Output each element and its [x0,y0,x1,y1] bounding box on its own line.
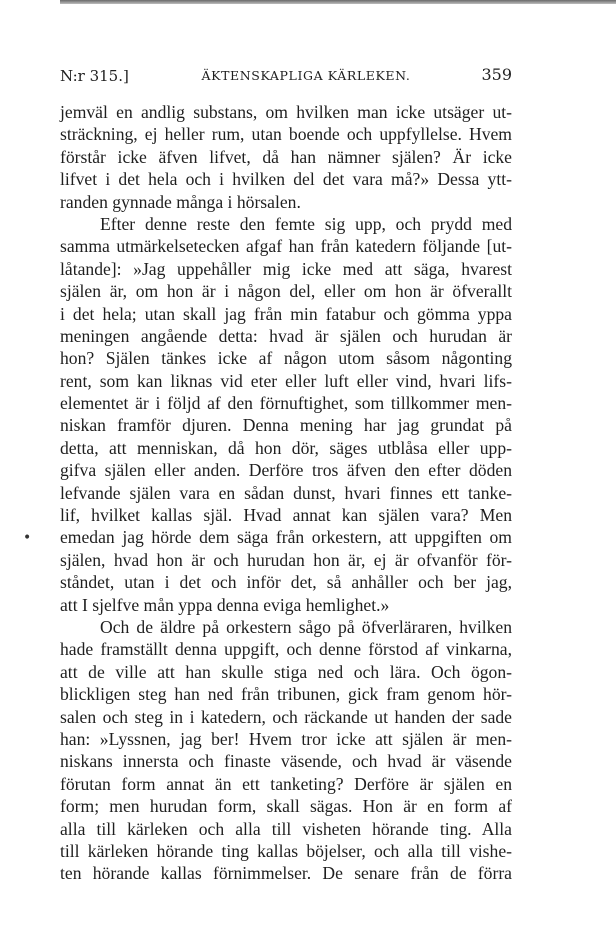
text-line: ten hörande kallas förnimmelser. De senare från de förra [60,863,512,884]
text-line: lifvet i det hela och i hvilken del det vara må?» Dessa ytt- [60,169,512,190]
text-line: niskan framför djuren. Denna mening har jag grundat på [60,415,512,436]
text-line: niskans innersta och finaste väsende, och hvad är väsende [60,751,512,772]
text-line: förstår icke äfven lifvet, då han nämner själen? Är icke [60,146,512,167]
running-header [60,67,512,91]
text-line: elementet är i följd af den förnuftighet, som tillkommer men- [60,393,512,414]
text-line: sträckning, ej heller rum, utan boende och uppfyllelse. Hvem [60,124,512,145]
body-text [60,101,512,885]
text-line: i det hela; utan skall jag från min fatabur och gömma yppa [60,303,512,324]
text-line: Och de äldre på orkestern sågo på öfverläraren, hvilken [100,616,512,637]
text-line: samma utmärkelsetecken afgaf han från katedern följande [ut- [60,236,512,257]
text-line: att de ville att han skulle stiga ned och lära. Och ögon- [60,661,512,682]
text-line: salen och steg in i katedern, och räckande ut handen der sade [60,706,512,727]
text-line: rent, som kan liknas vid eter eller luft eller vind, hvari lifs- [60,370,512,391]
text-line: randen gynnade många i hörsalen. [60,191,301,212]
text-line: emedan jag hörde dem säga från orkestern, att uppgiften om [60,527,512,548]
text-line: lefvande själen vara en sådan dunst, hvari finnes ett tanke- [60,482,512,503]
text-line: till kärleken hörande ting kallas böjelser, och alla till vishe- [60,840,512,861]
text-line: förutan form annat än ett tanketing? Derföre är själen en [60,773,512,794]
text-line: ståndet, utan i det och inför det, så anhåller och ber jag, [60,572,512,593]
text-line: form; men hurudan form, skall sägas. Hon är en form af [60,796,512,817]
text-line: att I sjelfve mån yppa denna eviga hemlighet.» [60,594,390,615]
text-line: gifva själen eller anden. Derföre tros äfven den efter döden [60,460,512,481]
text-line: själen, hvad hon är och hurudan hon är, ej är ofvanför för- [60,549,512,570]
page-top-border [60,0,616,4]
page-number: 359 [481,65,512,84]
text-line: blickligen steg han ned från tribunen, gick fram genom hör- [60,684,512,705]
text-line: detta, att menniskan, då hon dör, säges utblåsa eller upp- [60,437,512,458]
text-line: jemväl en andlig substans, om hvilken man icke utsäger ut- [60,102,512,122]
running-title: ÄKTENSKAPLIGA KÄRLEKEN. [201,68,411,83]
margin-mark: • [23,530,32,546]
text-line: hade framställt denna uppgift, och denne förstod af vinkarna, [60,639,512,660]
text-line: hon? Själen tänkes icke af någon utom såsom någonting [60,348,512,369]
text-line: han: »Lyssnen, jag ber! Hvem tror icke att själen är men- [60,728,512,749]
text-line: låtande]: »Jag uppehåller mig icke med att säga, hvarest [60,258,512,279]
text-line: Efter denne reste den femte sig upp, och prydd med [100,213,512,234]
text-line: alla till kärleken och alla till visheten hörande ting. Alla [60,818,512,839]
issue-number: N:r 315.] [60,67,129,85]
text-line: meningen angående detta: hvad är själen och hurudan är [60,325,512,346]
text-line: själen är, om hon är i någon del, eller om hon är öfverallt [60,281,512,302]
text-line: lif, hvilket kallas själ. Hvad annat kan själen vara? Men [60,505,512,526]
